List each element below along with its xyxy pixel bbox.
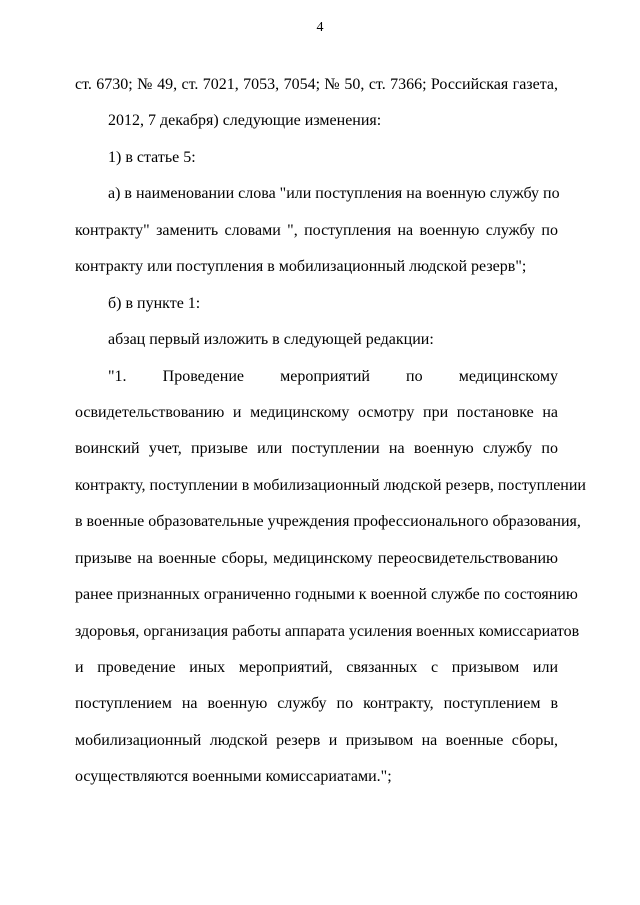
text-line: и проведение иных мероприятий, связанных с призывом или xyxy=(75,659,558,676)
text-line: мобилизационный людской резерв и призывом на военные сборы, xyxy=(75,731,558,749)
text-line: в военные образовательные учреждения профессионального образования, xyxy=(75,513,581,531)
text-line: контракту, поступлении в мобилизационный людской резерв, поступлении xyxy=(75,476,586,494)
text-line: 1) в статье 5: xyxy=(108,148,196,166)
text-line: воинский учет, призыве или поступлении на военную службу по xyxy=(75,440,558,458)
text-line: здоровья, организация работы аппарата усиления военных комиссариатов xyxy=(75,622,580,640)
text-line: контракту" заменить словами ", поступления на военную службу по xyxy=(75,221,558,239)
document-body xyxy=(75,67,586,796)
text-line: осуществляются военными комиссариатами."; xyxy=(75,768,392,786)
text-line: ранее признанных ограниченно годными к военной службе по состоянию xyxy=(75,586,578,604)
text-line: б) в пункте 1: xyxy=(108,294,201,312)
text-line: контракту или поступления в мобилизационный людской резерв"; xyxy=(75,258,527,276)
text-line: освидетельствованию и медицинскому осмотру при постановке на xyxy=(75,403,558,421)
text-line: призыве на военные сборы, медицинскому переосвидетельствованию xyxy=(75,549,558,567)
text-line: поступлением на военную службу по контракту, поступлением в xyxy=(75,695,558,713)
text-line: ст. 6730; № 49, ст. 7021, 7053, 7054; № 50, ст. 7366; Российская газета, xyxy=(75,76,558,93)
text-line: абзац первый изложить в следующей редакции: xyxy=(108,331,434,349)
text-line: "1. Проведение мероприятий по медицинскому xyxy=(108,367,558,385)
text-line: а) в наименовании слова "или поступления на военную службу по xyxy=(108,185,560,203)
text-line: 2012, 7 декабря) следующие изменения: xyxy=(108,112,382,130)
page-number: 4 xyxy=(316,20,324,35)
